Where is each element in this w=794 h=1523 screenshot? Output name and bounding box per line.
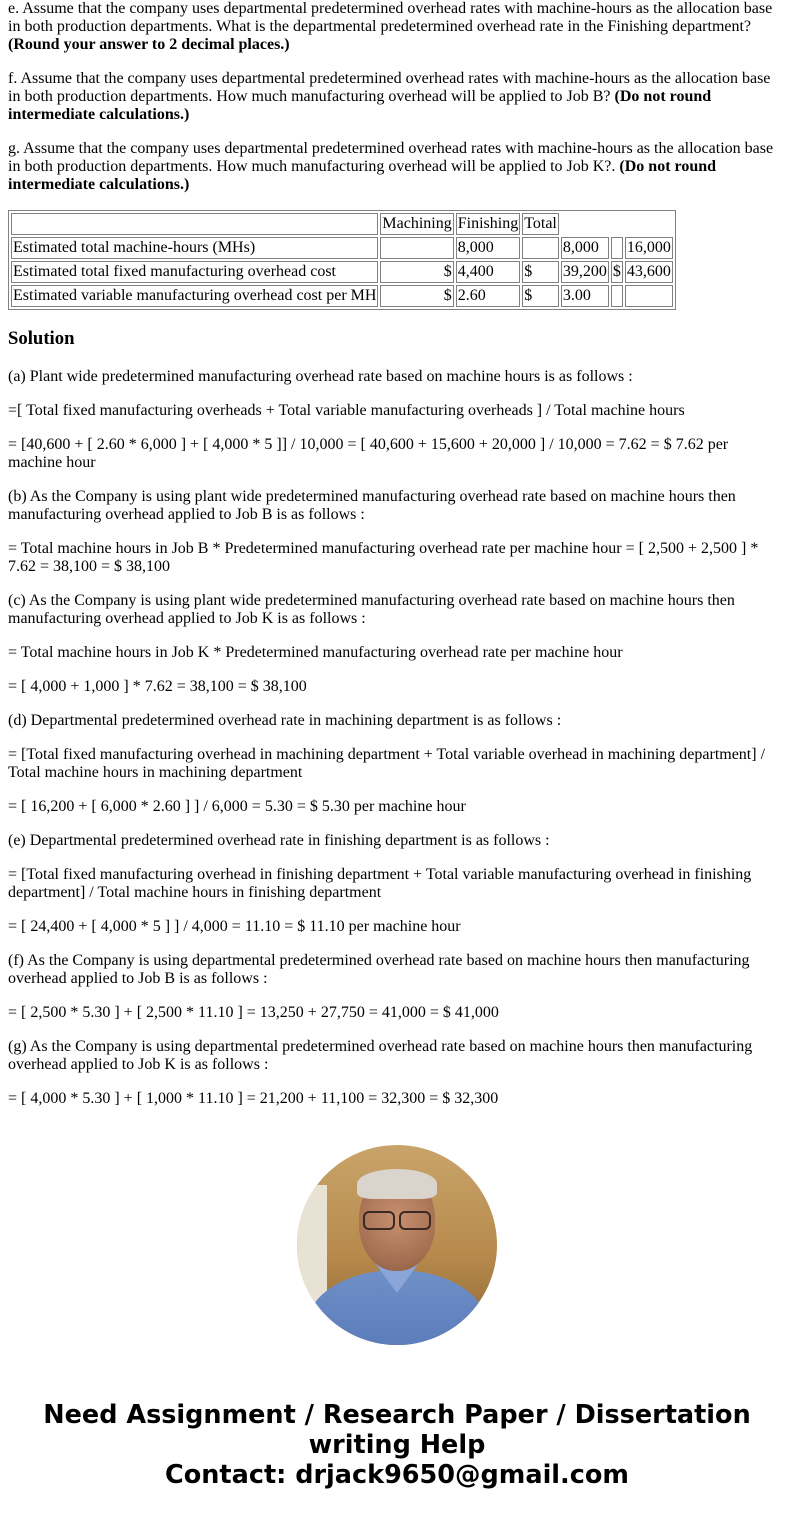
solution-paragraph: = Total machine hours in Job K * Predetermined manufacturing overhead rate per machine hour — [8, 644, 623, 661]
table-cell: 4,400 — [456, 261, 520, 283]
table-cell: 16,000 — [625, 237, 673, 259]
question-g: g. Assume that the company uses departmental predetermined overhead rates with machine-hours as the allocation base in both production departments. How much manufacturing overhead will be applied to Job K?. (Do not round intermediate calculations.) — [8, 140, 774, 193]
question-f: f. Assume that the company uses departmental predetermined overhead rates with machine-hours as the allocation base in both production departments. How much manufacturing overhead will be applied to Job B? (Do not round intermediate calculations.) — [8, 70, 771, 123]
table-header-cell — [11, 213, 378, 235]
table-cell — [611, 285, 623, 307]
table-cell: 43,600 — [625, 261, 673, 283]
question-e: e. Assume that the company uses departmental predetermined overhead rates with machine-hours as the allocation base in both production departments. What is the departmental predetermined overhead rate in the Finishing department? (Round your answer to 2 decimal places.) — [8, 0, 773, 53]
table-header-cell: Machining — [380, 213, 453, 235]
table-cell — [522, 237, 559, 259]
table-cell: 3.00 — [561, 285, 609, 307]
table-cell: 8,000 — [561, 237, 609, 259]
table-header-row — [11, 213, 673, 235]
table-cell — [380, 237, 453, 259]
table-header-cell: Total — [522, 213, 559, 235]
solution-paragraph: =[ Total fixed manufacturing overheads + Total variable manufacturing overheads ] / Total machine hours — [8, 402, 685, 419]
solution-paragraph: (c) As the Company is using plant wide predetermined manufacturing overhead rate based on machine hours then manufacturing overhead applied to Job K is as follows : — [8, 592, 735, 627]
table-cell: $ — [380, 285, 453, 307]
promo-banner — [8, 1400, 786, 1490]
glasses-icon — [363, 1211, 431, 1227]
solution-paragraph: (d) Departmental predetermined overhead rate in machining department is as follows : — [8, 712, 562, 729]
table-cell: $ — [522, 261, 559, 283]
author-photo-container — [8, 1145, 786, 1350]
solution-paragraph: (f) As the Company is using departmental predetermined overhead rate based on machine hours then manufacturing overhead applied to Job B is as follows : — [8, 952, 750, 987]
solution-paragraph: = [ 2,500 * 5.30 ] + [ 2,500 * 11.10 ] = 13,250 + 27,750 = 41,000 = $ 41,000 — [8, 1004, 499, 1021]
table-cell: 39,200 — [561, 261, 609, 283]
solution-paragraph: (e) Departmental predetermined overhead rate in finishing department is as follows : — [8, 832, 550, 849]
table-cell: $ — [522, 285, 559, 307]
promo-contact: Contact: drjack9650@gmail.com — [165, 1460, 629, 1490]
solution-paragraph: = [ 4,000 * 5.30 ] + [ 1,000 * 11.10 ] = 21,200 + 11,100 = 32,300 = $ 32,300 — [8, 1090, 499, 1107]
table-cell: $ — [611, 261, 623, 283]
solution-heading: Solution — [8, 328, 75, 349]
table-header-cell: Finishing — [456, 213, 520, 235]
table-cell — [625, 285, 673, 307]
table-cell: 8,000 — [456, 237, 520, 259]
table-row — [11, 261, 673, 283]
solution-paragraph: (g) As the Company is using departmental predetermined overhead rate based on machine hours then manufacturing overhead applied to Job K is as follows : — [8, 1038, 753, 1073]
solution-paragraph: = [Total fixed manufacturing overhead in machining department + Total variable overhead in machining department] / Total machine hours in machining department — [8, 746, 766, 781]
solution-paragraph: (b) As the Company is using plant wide predetermined manufacturing overhead rate based on machine hours then manufacturing overhead applied to Job B is as follows : — [8, 488, 736, 523]
solution-paragraph: = [ 24,400 + [ 4,000 * 5 ] ] / 4,000 = 11.10 = $ 11.10 per machine hour — [8, 918, 461, 935]
table-cell — [611, 237, 623, 259]
table-row — [11, 285, 673, 307]
solution-paragraph: (a) Plant wide predetermined manufacturing overhead rate based on machine hours is as follows : — [8, 368, 633, 385]
solution-paragraph: = [ 4,000 + 1,000 ] * 7.62 = 38,100 = $ 38,100 — [8, 678, 307, 695]
solution-paragraph: = [ 16,200 + [ 6,000 * 2.60 ] ] / 6,000 = 5.30 = $ 5.30 per machine hour — [8, 798, 466, 815]
table-cell: 2.60 — [456, 285, 520, 307]
table-row — [11, 237, 673, 259]
solution-paragraph: = [Total fixed manufacturing overhead in finishing department + Total variable manufacturing overhead in finishing department] / Total machine hours in finishing department — [8, 866, 752, 901]
solution-body — [8, 368, 786, 1108]
promo-headline: Need Assignment / Research Paper / Dissertation writing Help — [43, 1400, 751, 1460]
solution-paragraph: = [40,600 + [ 2.60 * 6,000 ] + [ 4,000 * 5 ]] / 10,000 = [ 40,600 + 15,600 + 20,000 ] / 10,000 = 7.62 = $ 7.62 per machine hour — [8, 436, 729, 471]
row-label: Estimated total fixed manufacturing overhead cost — [11, 261, 378, 283]
table-cell: $ — [380, 261, 453, 283]
row-label: Estimated total machine-hours (MHs) — [11, 237, 378, 259]
solution-paragraph: = Total machine hours in Job B * Predetermined manufacturing overhead rate per machine hour = [ 2,500 + 2,500 ] * 7.62 = 38,100 = $ 38,100 — [8, 540, 759, 575]
overhead-data-table — [8, 210, 676, 310]
row-label: Estimated variable manufacturing overhead cost per MH — [11, 285, 378, 307]
author-photo — [297, 1145, 497, 1345]
